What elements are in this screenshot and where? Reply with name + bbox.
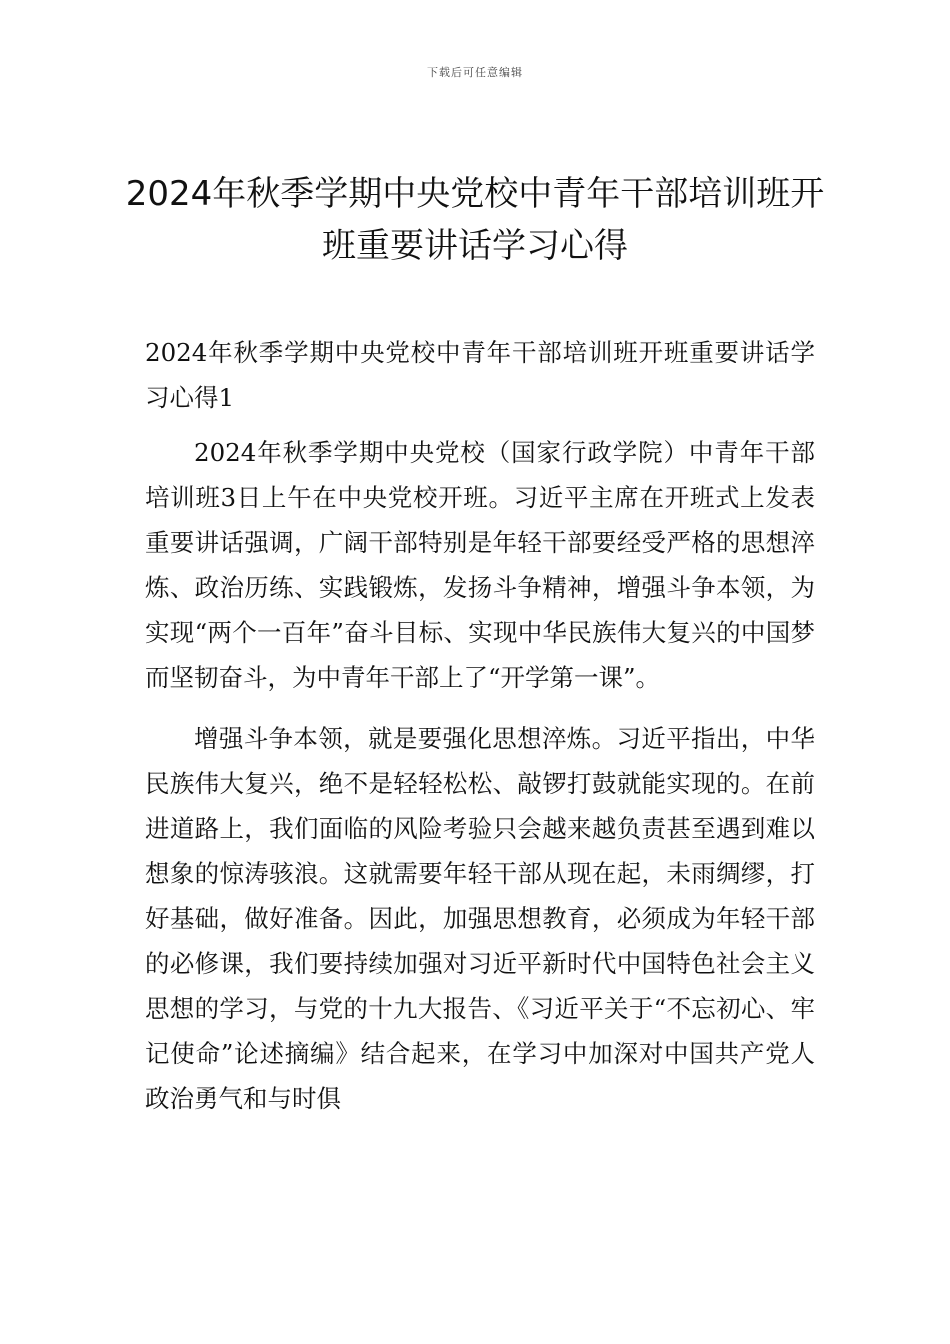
document-body: [145, 330, 815, 1137]
paragraph-2: 增强斗争本领，就是要强化思想淬炼。习近平指出，中华民族伟大复兴，绝不是轻轻松松、敲锣打鼓就能实现的。在前进道路上，我们面临的风险考验只会越来越负责甚至遇到难以想象的惊涛骇浪。这就需要年轻干部从现在起，未雨绸缪，打好基础，做好准备。因此，加强思想教育，必须成为年轻干部的必修课，我们要持续加强对习近平新时代中国特色社会主义思想的学习，与党的十九大报告、《习近平关于“不忘初心、牢记使命”论述摘编》结合起来，在学习中加深对中国共产党人政治勇气和与时俱: [145, 724, 815, 1113]
section-heading: 2024年秋季学期中央党校中青年干部培训班开班重要讲话学习心得1: [145, 338, 815, 412]
paragraph-1: 2024年秋季学期中央党校（国家行政学院）中青年干部培训班3日上午在中央党校开班。习近平主席在开班式上发表重要讲话强调，广阔干部特别是年轻干部要经受严格的思想淬炼、政治历练、实践锻炼，发扬斗争精神，增强斗争本领，为实现“两个一百年”奋斗目标、实现中华民族伟大复兴的中国梦而坚韧奋斗，为中青年干部上了“开学第一课”。: [145, 438, 815, 692]
header-note: 下载后可任意编辑: [427, 66, 523, 79]
document-title: 2024年秋季学期中央党校中青年干部培训班开班重要讲话学习心得: [125, 174, 825, 266]
